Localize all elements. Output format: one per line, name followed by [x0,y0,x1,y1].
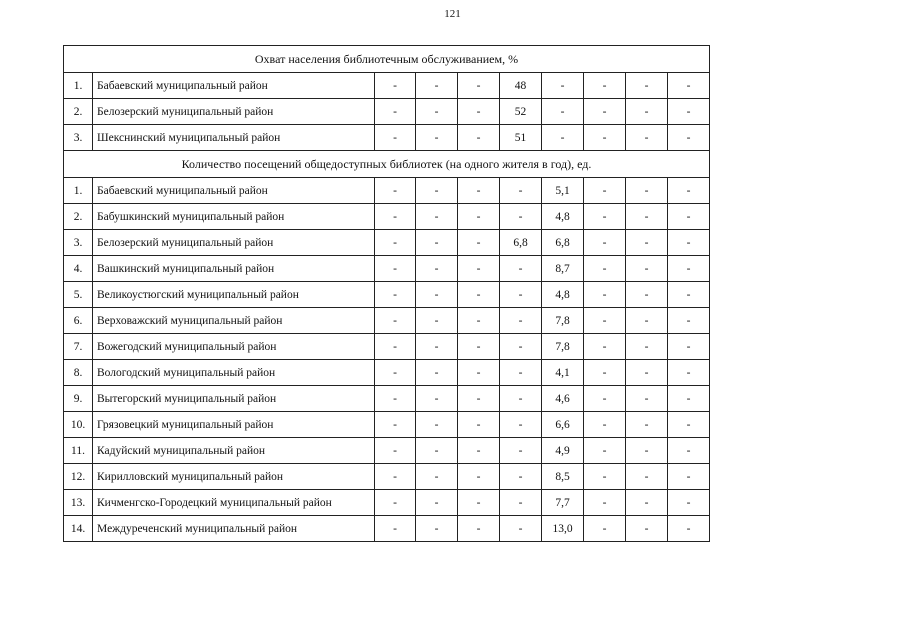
value-cell: 13,0 [542,516,584,542]
value-cell: - [416,438,458,464]
value-cell: - [375,204,416,230]
table-row [64,516,710,542]
row-number: 3. [64,125,93,151]
value-cell: - [416,99,458,125]
table-row [64,125,710,151]
value-cell: - [375,230,416,256]
district-name: Бабаевский муниципальный район [93,178,375,204]
value-cell: - [500,360,542,386]
value-cell: 4,6 [542,386,584,412]
value-cell: - [458,360,500,386]
value-cell: - [458,412,500,438]
value-cell: - [626,230,668,256]
value-cell: - [542,99,584,125]
value-cell: - [458,125,500,151]
value-cell: 7,8 [542,334,584,360]
value-cell: - [458,282,500,308]
value-cell: - [668,204,710,230]
value-cell: - [375,412,416,438]
value-cell: - [626,360,668,386]
value-cell: - [375,386,416,412]
row-number: 2. [64,99,93,125]
section-header-row [64,46,710,73]
value-cell: - [375,334,416,360]
value-cell: - [416,386,458,412]
row-number: 3. [64,230,93,256]
document-table [63,45,710,542]
value-cell: - [584,386,626,412]
district-name: Вожегодский муниципальный район [93,334,375,360]
value-cell: - [500,256,542,282]
value-cell: - [668,99,710,125]
value-cell: - [416,464,458,490]
value-cell: 4,8 [542,282,584,308]
value-cell: - [416,256,458,282]
table-body [64,46,710,542]
value-cell: - [375,99,416,125]
district-name: Белозерский муниципальный район [93,99,375,125]
value-cell: - [375,516,416,542]
value-cell: - [668,438,710,464]
value-cell: - [500,204,542,230]
table-row [64,386,710,412]
value-cell: - [375,308,416,334]
value-cell: - [668,516,710,542]
district-name: Кадуйский муниципальный район [93,438,375,464]
table-row [64,178,710,204]
district-name: Вытегорский муниципальный район [93,386,375,412]
value-cell: - [416,282,458,308]
district-name: Шекснинский муниципальный район [93,125,375,151]
value-cell: - [458,516,500,542]
value-cell: - [668,125,710,151]
value-cell: - [500,490,542,516]
value-cell: - [375,282,416,308]
value-cell: - [416,73,458,99]
table-row [64,412,710,438]
value-cell: - [416,308,458,334]
row-number: 1. [64,178,93,204]
value-cell: 8,5 [542,464,584,490]
value-cell: - [626,256,668,282]
row-number: 12. [64,464,93,490]
value-cell: - [542,125,584,151]
value-cell: - [500,438,542,464]
value-cell: - [375,438,416,464]
district-name: Грязовецкий муниципальный район [93,412,375,438]
page-number: 121 [444,8,461,20]
value-cell: - [375,73,416,99]
section-title: Количество посещений общедоступных библиотек (на одного жителя в год), ед. [64,151,710,178]
value-cell: - [626,308,668,334]
district-name: Белозерский муниципальный район [93,230,375,256]
value-cell: - [626,178,668,204]
value-cell: - [416,490,458,516]
value-cell: - [500,386,542,412]
row-number: 13. [64,490,93,516]
row-number: 7. [64,334,93,360]
value-cell: - [668,308,710,334]
value-cell: - [416,204,458,230]
value-cell: - [458,256,500,282]
value-cell: - [626,282,668,308]
value-cell: - [668,412,710,438]
value-cell: - [668,73,710,99]
row-number: 5. [64,282,93,308]
value-cell: - [458,73,500,99]
table-row [64,334,710,360]
value-cell: - [668,230,710,256]
value-cell: - [668,490,710,516]
row-number: 14. [64,516,93,542]
row-number: 1. [64,73,93,99]
value-cell: - [584,99,626,125]
value-cell: 52 [500,99,542,125]
value-cell: - [668,334,710,360]
table-row [64,308,710,334]
value-cell: - [626,334,668,360]
value-cell: - [584,73,626,99]
value-cell: 48 [500,73,542,99]
value-cell: - [584,230,626,256]
value-cell: 6,8 [500,230,542,256]
value-cell: - [584,256,626,282]
value-cell: - [584,438,626,464]
value-cell: - [626,204,668,230]
value-cell: - [584,334,626,360]
value-cell: - [458,490,500,516]
value-cell: 7,8 [542,308,584,334]
value-cell: - [584,464,626,490]
value-cell: - [626,386,668,412]
value-cell: - [500,334,542,360]
table-row [64,490,710,516]
value-cell: - [626,438,668,464]
value-cell: 8,7 [542,256,584,282]
value-cell: - [458,438,500,464]
value-cell: 7,7 [542,490,584,516]
value-cell: 6,6 [542,412,584,438]
table-row [64,360,710,386]
value-cell: - [668,386,710,412]
value-cell: 4,9 [542,438,584,464]
value-cell: 4,8 [542,204,584,230]
section-header-row [64,151,710,178]
value-cell: - [626,490,668,516]
value-cell: - [626,412,668,438]
value-cell: 5,1 [542,178,584,204]
value-cell: - [416,178,458,204]
value-cell: - [416,516,458,542]
value-cell: - [375,360,416,386]
table-row [64,99,710,125]
value-cell: - [416,125,458,151]
value-cell: - [500,412,542,438]
value-cell: - [500,516,542,542]
table-row [64,256,710,282]
table-row [64,282,710,308]
value-cell: - [458,334,500,360]
row-number: 4. [64,256,93,282]
section-title: Охват населения библиотечным обслуживанием, % [64,46,710,73]
value-cell: - [584,178,626,204]
value-cell: - [584,308,626,334]
value-cell: - [584,490,626,516]
value-cell: - [458,386,500,412]
value-cell: - [458,230,500,256]
value-cell: - [416,230,458,256]
value-cell: - [668,256,710,282]
value-cell: - [375,490,416,516]
value-cell: - [668,178,710,204]
table-row [64,438,710,464]
value-cell: - [375,464,416,490]
value-cell: - [584,204,626,230]
value-cell: - [375,256,416,282]
value-cell: - [458,99,500,125]
value-cell: - [500,178,542,204]
row-number: 2. [64,204,93,230]
value-cell: - [668,464,710,490]
value-cell: 51 [500,125,542,151]
row-number: 8. [64,360,93,386]
row-number: 11. [64,438,93,464]
row-number: 9. [64,386,93,412]
value-cell: - [375,125,416,151]
district-name: Вашкинский муниципальный район [93,256,375,282]
row-number: 10. [64,412,93,438]
district-name: Бабушкинский муниципальный район [93,204,375,230]
table-row [64,464,710,490]
value-cell: - [500,464,542,490]
district-name: Междуреченский муниципальный район [93,516,375,542]
value-cell: - [626,516,668,542]
value-cell: - [375,178,416,204]
district-name: Великоустюгский муниципальный район [93,282,375,308]
value-cell: - [416,334,458,360]
value-cell: - [458,178,500,204]
district-name: Бабаевский муниципальный район [93,73,375,99]
value-cell: - [500,308,542,334]
value-cell: 4,1 [542,360,584,386]
value-cell: - [626,99,668,125]
value-cell: - [416,412,458,438]
value-cell: - [584,125,626,151]
district-name: Кичменгско-Городецкий муниципальный район [93,490,375,516]
table-row [64,230,710,256]
value-cell: 6,8 [542,230,584,256]
value-cell: - [458,464,500,490]
value-cell: - [458,308,500,334]
value-cell: - [668,360,710,386]
value-cell: - [416,360,458,386]
district-name: Верховажский муниципальный район [93,308,375,334]
value-cell: - [626,464,668,490]
value-cell: - [626,73,668,99]
value-cell: - [500,282,542,308]
value-cell: - [626,125,668,151]
value-cell: - [584,360,626,386]
district-name: Кирилловский муниципальный район [93,464,375,490]
value-cell: - [584,516,626,542]
value-cell: - [542,73,584,99]
value-cell: - [584,282,626,308]
value-cell: - [584,412,626,438]
table-row [64,204,710,230]
value-cell: - [668,282,710,308]
value-cell: - [458,204,500,230]
row-number: 6. [64,308,93,334]
table-row [64,73,710,99]
district-name: Вологодский муниципальный район [93,360,375,386]
